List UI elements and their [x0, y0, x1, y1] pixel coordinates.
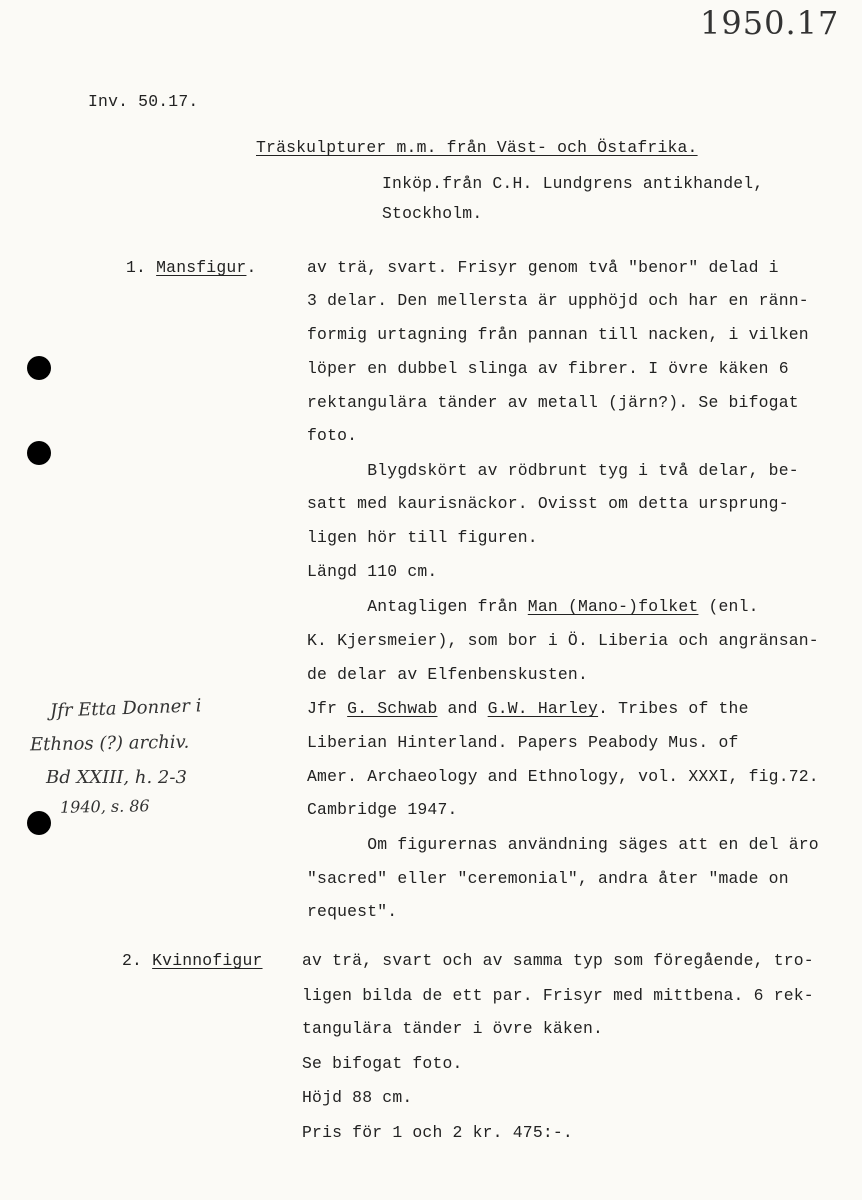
description-line: tangulära tänder i övre käken. — [302, 1019, 604, 1038]
description-line: 3 delar. Den mellersta är upphöjd och har en ränn- — [307, 291, 809, 310]
description-line: satt med kaurisnäckor. Ovisst om detta ursprung- — [307, 494, 789, 513]
description-line: av trä, svart. Frisyr genom två "benor" delad i — [307, 258, 779, 277]
origin-text: Antagligen från — [307, 597, 528, 616]
margin-note-line: 1940, s. 86 — [59, 796, 150, 817]
document-title: Träskulpturer m.m. från Väst- och Östafrika. — [256, 138, 698, 157]
people-name: Man (Mano-)folket — [527, 597, 699, 616]
reference-text: and — [437, 699, 488, 718]
punch-hole — [27, 441, 51, 465]
item-name-suffix: . — [246, 258, 257, 277]
origin-line: de delar av Elfenbenskusten. — [307, 665, 589, 684]
usage-line: Om figurernas användning säges att en del äro — [307, 835, 819, 854]
usage-line: request". — [307, 902, 398, 921]
reference-line — [307, 699, 749, 719]
description-line: ligen hör till figuren. — [307, 528, 538, 547]
description-line: Se bifogat foto. — [302, 1054, 463, 1073]
punch-hole — [27, 356, 51, 380]
margin-note-line: Jfr Etta Donner i — [49, 695, 202, 722]
usage-line: "sacred" eller "ceremonial", andra åter "made on — [307, 869, 789, 888]
description-line: av trä, svart och av samma typ som föregående, tro- — [302, 951, 814, 970]
description-line: ligen bilda de ett par. Frisyr med mittbena. 6 rek- — [302, 986, 814, 1005]
description-line: Längd 110 cm. — [307, 562, 438, 581]
item-number: 1. — [126, 258, 147, 277]
purchase-line: Inköp.från C.H. Lundgrens antikhandel, — [382, 174, 764, 193]
reference-text: . Tribes of the — [598, 699, 749, 718]
item-number: 2. — [122, 951, 143, 970]
origin-text: (enl. — [698, 597, 759, 616]
origin-line — [307, 597, 759, 617]
purchase-line: Stockholm. — [382, 204, 483, 223]
punch-hole — [27, 811, 51, 835]
item-name: Mansfigur — [156, 258, 247, 277]
item-heading — [122, 951, 263, 971]
reference-line: Amer. Archaeology and Ethnology, vol. XXXI, fig.72. — [307, 767, 819, 786]
description-line: formig urtagning från pannan till nacken, i vilken — [307, 325, 809, 344]
item-name: Kvinnofigur — [152, 951, 263, 970]
item-heading — [126, 258, 257, 278]
margin-note-line: Bd XXIII, h. 2-3 — [46, 767, 187, 788]
description-line: Blygdskört av rödbrunt tyg i två delar, be- — [307, 461, 799, 480]
margin-note-line: Ethnos (?) archiv. — [29, 731, 190, 756]
description-line: foto. — [307, 426, 358, 445]
reference-author: G. Schwab — [347, 699, 438, 718]
description-line: rektangulära tänder av metall (järn?). Se bifogat — [307, 393, 799, 412]
accession-number-handwritten: 1950.17 — [700, 4, 840, 42]
inventory-number: Inv. 50.17. — [88, 92, 199, 111]
price-line: Pris för 1 och 2 kr. 475:-. — [302, 1123, 573, 1142]
origin-line: K. Kjersmeier), som bor i Ö. Liberia och angränsan- — [307, 631, 819, 650]
description-line: Höjd 88 cm. — [302, 1088, 413, 1107]
reference-line: Cambridge 1947. — [307, 800, 458, 819]
reference-text: Jfr — [307, 699, 348, 718]
description-line: löper en dubbel slinga av fibrer. I övre käken 6 — [307, 359, 789, 378]
reference-author: G.W. Harley — [487, 699, 599, 718]
reference-line: Liberian Hinterland. Papers Peabody Mus. of — [307, 733, 739, 752]
